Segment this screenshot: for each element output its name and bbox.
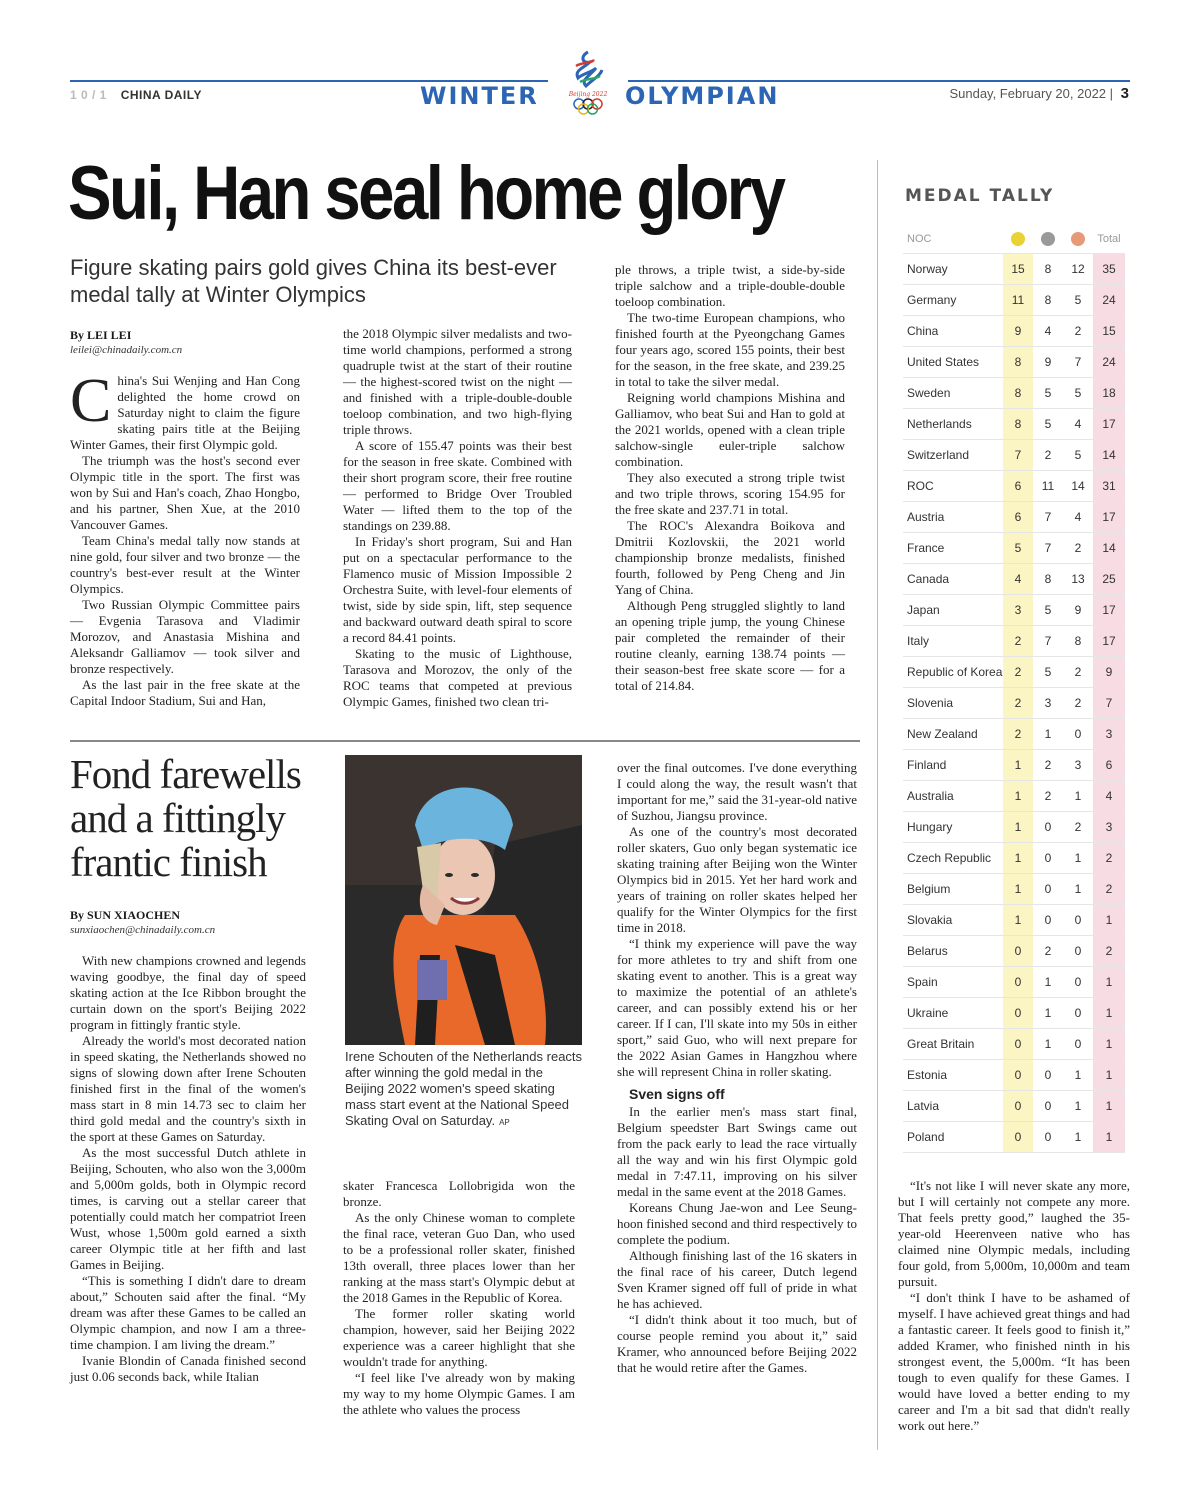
story2-column-2 bbox=[343, 1178, 575, 1418]
total-count: 2 bbox=[1093, 874, 1125, 904]
country-name: Sweden bbox=[907, 386, 951, 400]
total-count: 3 bbox=[1093, 812, 1125, 842]
bronze-count: 3 bbox=[1063, 750, 1093, 780]
gold-count: 0 bbox=[1003, 936, 1033, 966]
gold-count: 2 bbox=[1003, 626, 1033, 656]
country-name: Switzerland bbox=[907, 448, 970, 462]
total-count: 25 bbox=[1093, 564, 1125, 594]
country-name: Italy bbox=[907, 634, 930, 648]
bronze-count: 1 bbox=[1063, 1060, 1093, 1090]
medal-tally-row bbox=[903, 1060, 1125, 1091]
story1-column-1 bbox=[70, 367, 300, 709]
silver-count: 5 bbox=[1033, 409, 1063, 439]
gold-count: 2 bbox=[1003, 657, 1033, 687]
silver-count: 0 bbox=[1033, 1060, 1063, 1090]
medal-tally-row bbox=[903, 285, 1125, 316]
medal-tally-row bbox=[903, 1091, 1125, 1122]
medal-tally-row bbox=[903, 719, 1125, 750]
total-count: 18 bbox=[1093, 378, 1125, 408]
total-count: 17 bbox=[1093, 595, 1125, 625]
country-name: ROC bbox=[907, 479, 934, 493]
bronze-medal-icon bbox=[1063, 224, 1093, 253]
total-count: 17 bbox=[1093, 409, 1125, 439]
country-name: Hungary bbox=[907, 820, 953, 834]
silver-count: 0 bbox=[1033, 1122, 1063, 1152]
silver-count: 0 bbox=[1033, 1091, 1063, 1121]
country-name: Poland bbox=[907, 1130, 945, 1144]
gold-count: 1 bbox=[1003, 781, 1033, 811]
gold-count: 8 bbox=[1003, 409, 1033, 439]
total-count: 2 bbox=[1093, 936, 1125, 966]
bronze-count: 0 bbox=[1063, 905, 1093, 935]
bronze-count: 2 bbox=[1063, 533, 1093, 563]
emblem-text: Beijing 2022 bbox=[568, 91, 608, 98]
header-noc: NOC bbox=[907, 232, 932, 245]
bronze-count: 1 bbox=[1063, 1122, 1093, 1152]
medal-tally-row bbox=[903, 905, 1125, 936]
total-count: 31 bbox=[1093, 471, 1125, 501]
gold-medal-icon bbox=[1003, 224, 1033, 253]
total-count: 3 bbox=[1093, 719, 1125, 749]
total-count: 35 bbox=[1093, 254, 1125, 284]
gold-count: 1 bbox=[1003, 874, 1033, 904]
gold-count: 1 bbox=[1003, 750, 1033, 780]
sidebar-rule bbox=[877, 160, 878, 1450]
story2-col1-para-1: Already the world's most decorated nation in speed skating, the Netherlands showed no signs of slowing down after Irene Schouten finished first in the final of the women's mass start in 8 min 14.73 sec to claim her third gold medal and the country's sixth in the sport at these Games on Saturday. bbox=[70, 1033, 306, 1144]
story2-col1-para-4: Ivanie Blondin of Canada finished second just 0.06 seconds back, while Italian bbox=[70, 1353, 306, 1384]
medal-tally-row bbox=[903, 843, 1125, 874]
story1-col2-para-2: In Friday's short program, Sui and Han put on a spectacular performance to the Flamenco music of Mission Impossible 2 Orchestra Suite, with level-four elements of twist, side by side spin, lift, step sequence and backward outward death spiral to score a record 84.41 points. bbox=[343, 534, 572, 645]
medal-tally-row bbox=[903, 936, 1125, 967]
silver-count: 2 bbox=[1033, 440, 1063, 470]
medal-tally-row bbox=[903, 254, 1125, 285]
silver-count: 7 bbox=[1033, 626, 1063, 656]
bronze-count: 0 bbox=[1063, 1029, 1093, 1059]
country-name: Great Britain bbox=[907, 1037, 975, 1051]
total-count: 24 bbox=[1093, 285, 1125, 315]
total-count: 17 bbox=[1093, 502, 1125, 532]
story1-deck: Figure skating pairs gold gives China its best-ever medal tally at Winter Olympics bbox=[70, 255, 557, 307]
story1-col3-para-0: ple throws, a triple twist, a side-by-side triple salchow and a triple-double-double toeloop combination. bbox=[615, 262, 845, 309]
country-name: France bbox=[907, 541, 945, 555]
silver-count: 7 bbox=[1033, 533, 1063, 563]
gold-count: 11 bbox=[1003, 285, 1033, 315]
silver-count: 5 bbox=[1033, 378, 1063, 408]
gold-count: 15 bbox=[1003, 254, 1033, 284]
header-total: Total bbox=[1097, 232, 1121, 245]
silver-count: 0 bbox=[1033, 905, 1063, 935]
medal-tally-row bbox=[903, 998, 1125, 1029]
bronze-count: 0 bbox=[1063, 936, 1093, 966]
story1-col2-para-0: the 2018 Olympic silver medalists and two-time world champions, performed a strong quadruple twist at the start of their routine — the highest-scored twist on the night — and finished with a triple-double-double toeloop combination, and two high-flying triple throws. bbox=[343, 326, 572, 437]
story2-col3-para-0: over the final outcomes. I've done everything I could along the way, the result wasn't that important for me,” said the 31-year-old native of Suzhou, Jiangsu province. bbox=[617, 760, 857, 823]
medal-tally-table bbox=[903, 224, 1125, 1153]
country-name: Slovenia bbox=[907, 696, 954, 710]
gold-count: 8 bbox=[1003, 347, 1033, 377]
total-count: 7 bbox=[1093, 688, 1125, 718]
story2-email: sunxiaochen@chinadaily.com.cn bbox=[70, 924, 216, 936]
medal-tally-row bbox=[903, 1122, 1125, 1153]
bronze-count: 4 bbox=[1063, 409, 1093, 439]
silver-count: 9 bbox=[1033, 347, 1063, 377]
gold-count: 0 bbox=[1003, 998, 1033, 1028]
gold-count: 1 bbox=[1003, 905, 1033, 935]
total-count: 14 bbox=[1093, 533, 1125, 563]
medal-tally-row bbox=[903, 502, 1125, 533]
story2-col2-para-1: As the only Chinese woman to complete the final race, veteran Guo Dan, who used to be a professional roller skater, finished 13th overall, three places lower than her ranking at the mass start's Olympic debut at the 2018 Games in the Republic of Korea. bbox=[343, 1210, 575, 1305]
medal-tally-row bbox=[903, 440, 1125, 471]
bronze-count: 1 bbox=[1063, 1091, 1093, 1121]
story2-col2-para-2: The former roller skating world champion, however, said her Beijing 2022 experience was a career highlight that she wouldn't trade for anything. bbox=[343, 1306, 575, 1369]
bronze-count: 2 bbox=[1063, 688, 1093, 718]
story2-col2-para-0: skater Francesca Lollobrigida won the bronze. bbox=[343, 1178, 575, 1209]
bronze-count: 2 bbox=[1063, 316, 1093, 346]
masthead-paper bbox=[70, 88, 202, 102]
story1-col1-para-1: The triumph was the host's second ever Olympic title in the sport. The first was won by Sui and Han's coach, Zhao Hongbo, and his partner, Shen Xue, at the 2010 Vancouver Games. bbox=[70, 453, 300, 532]
country-name: Belgium bbox=[907, 882, 951, 896]
silver-count: 2 bbox=[1033, 936, 1063, 966]
total-count: 1 bbox=[1093, 1029, 1125, 1059]
bronze-count: 1 bbox=[1063, 843, 1093, 873]
country-name: Slovakia bbox=[907, 913, 953, 927]
gold-count: 0 bbox=[1003, 1060, 1033, 1090]
gold-count: 0 bbox=[1003, 1029, 1033, 1059]
dropcap: C bbox=[70, 367, 112, 435]
bronze-count: 12 bbox=[1063, 254, 1093, 284]
country-name: Japan bbox=[907, 603, 940, 617]
medal-tally-row bbox=[903, 471, 1125, 502]
silver-count: 2 bbox=[1033, 750, 1063, 780]
silver-count: 1 bbox=[1033, 1029, 1063, 1059]
total-count: 17 bbox=[1093, 626, 1125, 656]
photo-caption bbox=[345, 1049, 585, 1131]
total-count: 4 bbox=[1093, 781, 1125, 811]
country-name: Netherlands bbox=[907, 417, 972, 431]
bronze-count: 2 bbox=[1063, 657, 1093, 687]
medal-tally-row bbox=[903, 626, 1125, 657]
story2-col1-para-0: With new champions crowned and legends waving goodbye, the final day of speed skating action at the Ice Ribbon brought the curtain down on the sport's Beijing 2022 program in fittingly frantic style. bbox=[70, 953, 306, 1032]
bronze-count: 0 bbox=[1063, 998, 1093, 1028]
gold-count: 2 bbox=[1003, 688, 1033, 718]
bronze-count: 8 bbox=[1063, 626, 1093, 656]
caption-credit: AP bbox=[499, 1118, 510, 1127]
story2-col2-para-3: “I feel like I've already won by making my way to my home Olympic Games. I am the athlete who values the process bbox=[343, 1370, 575, 1417]
story1-col2-para-3: Skating to the music of Lighthouse, Tarasova and Morozov, the only of the ROC teams that competed at previous Olympic Games, finished two clean tri- bbox=[343, 646, 572, 709]
bronze-count: 5 bbox=[1063, 285, 1093, 315]
story1-col1-para-4: As the last pair in the free skate at the Capital Indoor Stadium, Sui and Han, bbox=[70, 677, 300, 708]
gold-count: 2 bbox=[1003, 719, 1033, 749]
silver-count: 2 bbox=[1033, 781, 1063, 811]
bronze-count: 7 bbox=[1063, 347, 1093, 377]
gold-count: 1 bbox=[1003, 812, 1033, 842]
story2-column-4 bbox=[898, 1178, 1130, 1434]
total-count: 1 bbox=[1093, 905, 1125, 935]
country-name: Belarus bbox=[907, 944, 948, 958]
story1-byline: By LEI LEI bbox=[70, 328, 132, 342]
country-name: Czech Republic bbox=[907, 851, 992, 865]
silver-count: 4 bbox=[1033, 316, 1063, 346]
country-name: Finland bbox=[907, 758, 947, 772]
story2-col3-para-3: In the earlier men's mass start final, Belgium speedster Bart Swings came out from the pack early to lead the race virtually all the way and win his first Olympic gold medal in 7:47.11, improving on his silver medal in the same event at the 2018 Games. bbox=[617, 1104, 857, 1199]
total-count: 1 bbox=[1093, 1122, 1125, 1152]
silver-count: 8 bbox=[1033, 254, 1063, 284]
silver-count: 0 bbox=[1033, 874, 1063, 904]
silver-count: 8 bbox=[1033, 564, 1063, 594]
total-count: 1 bbox=[1093, 998, 1125, 1028]
medal-tally-row bbox=[903, 750, 1125, 781]
story2-col4-para-0: “It's not like I will never skate any more, but I will certainly not compete any more. That feels pretty good,” laughed the 35-year-old Heerenveen native who has claimed nine Olympic medals, including four gold, from 5,000m, 10,000m and team pursuit. bbox=[898, 1178, 1130, 1289]
silver-count: 11 bbox=[1033, 471, 1063, 501]
story2-col1-para-3: “This is something I didn't dare to dream about,” Schouten said after the final. “My dream was after these Games to be called an Olympic champion, and now I am a three-time champion. I am living the dream.” bbox=[70, 1273, 306, 1352]
medal-tally-title: MEDAL TALLY bbox=[905, 186, 1055, 206]
silver-count: 7 bbox=[1033, 502, 1063, 532]
bronze-count: 9 bbox=[1063, 595, 1093, 625]
silver-count: 3 bbox=[1033, 688, 1063, 718]
story2-col3-para-1: As one of the country's most decorated roller skaters, Guo only began systematic ice skating training after Beijing won the Winter Olympics bid in 2015. Yet her hard work and years of training on roller skates helped her qualify for the Winter Olympics for the first time in 2018. bbox=[617, 824, 857, 935]
story1-col1-para-2: Team China's medal tally now stands at nine gold, four silver and two bronze — the country's best-ever result at the Winter Olympics. bbox=[70, 533, 300, 596]
story1-column-3 bbox=[615, 262, 845, 694]
medal-tally-row bbox=[903, 874, 1125, 905]
section-title-left: WINTER bbox=[420, 82, 539, 110]
medal-tally-row bbox=[903, 1029, 1125, 1060]
gold-count: 4 bbox=[1003, 564, 1033, 594]
story1-col3-para-1: The two-time European champions, who finished fourth at the Pyeongchang Games four years ago, scored 155 points, their best for the season, in the free skate, and 239.25 in total to take the silver medal. bbox=[615, 310, 845, 389]
subhead-sven-signs-off: Sven signs off bbox=[629, 1086, 725, 1102]
silver-count: 1 bbox=[1033, 998, 1063, 1028]
bronze-count: 1 bbox=[1063, 781, 1093, 811]
country-name: New Zealand bbox=[907, 727, 978, 741]
country-name: Republic of Korea bbox=[907, 665, 1003, 679]
silver-count: 8 bbox=[1033, 285, 1063, 315]
total-count: 24 bbox=[1093, 347, 1125, 377]
medal-tally-row bbox=[903, 688, 1125, 719]
silver-count: 1 bbox=[1033, 719, 1063, 749]
country-name: United States bbox=[907, 355, 980, 369]
story2-col3-para-2: “I think my experience will pave the way for more athletes to try and shift from one skating event to another. This is a great way to maximize the potential of an athlete's career, and can possibly extend his or her career. If I can, I'll skate into my 50s in either sport,” said Guo, who will next prepare for the 2022 Asian Games in Hangzhou where she will represent China in roller skating. bbox=[617, 936, 857, 1079]
gold-count: 6 bbox=[1003, 471, 1033, 501]
gold-count: 6 bbox=[1003, 502, 1033, 532]
story2-col1-para-2: As the most successful Dutch athlete in Beijing, Schouten, who also won the 3,000m and 5,000m golds, both in Olympic record times, is carving out a stellar career that potentially could match her compatriot Ireen Wust, whose 1,500m gold earned a sixth career Olympic title at her fifth and last Games in Beijing. bbox=[70, 1145, 306, 1272]
page-code: 1 0 / 1 bbox=[70, 88, 107, 102]
silver-count: 0 bbox=[1033, 843, 1063, 873]
gold-count: 5 bbox=[1003, 533, 1033, 563]
bronze-count: 2 bbox=[1063, 812, 1093, 842]
country-name: China bbox=[907, 324, 939, 338]
medal-tally-rows bbox=[903, 254, 1125, 1153]
medal-tally-row bbox=[903, 378, 1125, 409]
story1-col3-para-5: Although Peng struggled slightly to land an opening triple jump, the young Chinese pair completed the remainder of their routine cleanly, earning 138.74 points — their season-best free skate score — for a total of 214.84. bbox=[615, 598, 845, 693]
story1-col1-para-3: Two Russian Olympic Committee pairs — Evgenia Tarasova and Vladimir Morozov, and Anastasia Mishina and Aleksandr Galliamov — took silver and bronze respectively. bbox=[70, 597, 300, 676]
schouten-photo bbox=[345, 755, 582, 1045]
bronze-count: 5 bbox=[1063, 440, 1093, 470]
country-name: Canada bbox=[907, 572, 950, 586]
story1-col3-para-4: The ROC's Alexandra Boikova and Dmitrii Kozlovskii, the 2021 world championship bronze medalists, finished fourth, followed by Peng Cheng and Jin Yang of China. bbox=[615, 518, 845, 597]
story2-column-3 bbox=[617, 760, 857, 1376]
paper-name: CHINA DAILY bbox=[120, 88, 202, 102]
bronze-count: 0 bbox=[1063, 719, 1093, 749]
country-name: Austria bbox=[907, 510, 945, 524]
total-count: 1 bbox=[1093, 1091, 1125, 1121]
bronze-count: 1 bbox=[1063, 874, 1093, 904]
medal-tally-header bbox=[903, 224, 1125, 254]
page-number: 3 bbox=[1120, 85, 1129, 102]
total-count: 1 bbox=[1093, 967, 1125, 997]
silver-count: 5 bbox=[1033, 657, 1063, 687]
beijing-2022-emblem-icon bbox=[560, 48, 616, 118]
gold-count: 7 bbox=[1003, 440, 1033, 470]
total-count: 1 bbox=[1093, 1060, 1125, 1090]
story2-byline: By SUN XIAOCHEN bbox=[70, 908, 181, 922]
medal-tally-row bbox=[903, 409, 1125, 440]
medal-tally-row bbox=[903, 967, 1125, 998]
medal-tally-row bbox=[903, 812, 1125, 843]
gold-count: 1 bbox=[1003, 843, 1033, 873]
medal-tally-row bbox=[903, 595, 1125, 626]
story1-column-2 bbox=[343, 326, 572, 710]
silver-count: 1 bbox=[1033, 967, 1063, 997]
country-name: Australia bbox=[907, 789, 954, 803]
bronze-count: 5 bbox=[1063, 378, 1093, 408]
medal-tally-row bbox=[903, 533, 1125, 564]
gold-count: 0 bbox=[1003, 967, 1033, 997]
gold-count: 8 bbox=[1003, 378, 1033, 408]
medal-tally-row bbox=[903, 347, 1125, 378]
bronze-count: 0 bbox=[1063, 967, 1093, 997]
country-name: Norway bbox=[907, 262, 948, 276]
story1-headline: Sui, Han seal home glory bbox=[68, 151, 784, 236]
story1-col2-para-1: A score of 155.47 points was their best for the season in free skate. Combined with their short program score, their free routine — performed to Bridge Over Troubled Water — lifted them to the top of the standings on 239.88. bbox=[343, 438, 572, 533]
gold-count: 3 bbox=[1003, 595, 1033, 625]
story1-email: leilei@chinadaily.com.cn bbox=[70, 344, 183, 356]
story2-column-1 bbox=[70, 953, 306, 1385]
medal-tally-row bbox=[903, 781, 1125, 812]
masthead-date: Sunday, February 20, 2022 | 3 bbox=[949, 85, 1129, 102]
total-count: 6 bbox=[1093, 750, 1125, 780]
medal-tally-row bbox=[903, 316, 1125, 347]
medal-tally-row bbox=[903, 564, 1125, 595]
country-name: Ukraine bbox=[907, 1006, 949, 1020]
silver-medal-icon bbox=[1033, 224, 1063, 253]
country-name: Spain bbox=[907, 975, 938, 989]
total-count: 9 bbox=[1093, 657, 1125, 687]
country-name: Estonia bbox=[907, 1068, 948, 1082]
story1-col3-para-2: Reigning world champions Mishina and Galliamov, who beat Sui and Han to gold at the 2021 worlds, opened with a clean triple salchow-single euler-triple salchow combination. bbox=[615, 390, 845, 469]
gold-count: 0 bbox=[1003, 1122, 1033, 1152]
total-count: 2 bbox=[1093, 843, 1125, 873]
story2-col3-para-6: “I didn't think about it too much, but of course people remind you about it,” said Kramer, who announced before Beijing 2022 that he would retire after the Games. bbox=[617, 1312, 857, 1375]
story2-col4-para-1: “I don't think I have to be ashamed of myself. I have achieved great things and had a fantastic career. It feels good to finish it,” added Kramer, who finished ninth in his strongest event, the 5,000m. “It has been tough to even qualify for these Games. I would have loved a better ending to my career and I'm a bit sad that didn't really work out here.” bbox=[898, 1290, 1130, 1433]
story2-headline: Fond farewells and a fittingly frantic finish bbox=[70, 751, 301, 885]
gold-count: 0 bbox=[1003, 1091, 1033, 1121]
issue-date: Sunday, February 20, 2022 bbox=[949, 86, 1107, 101]
country-name: Latvia bbox=[907, 1099, 940, 1113]
silver-count: 0 bbox=[1033, 812, 1063, 842]
total-count: 15 bbox=[1093, 316, 1125, 346]
medal-tally-row bbox=[903, 657, 1125, 688]
story2-col3-para-5: Although finishing last of the 16 skaters in the final race of his career, Dutch legend Sven Kramer signed off full of pride in what he has achieved. bbox=[617, 1248, 857, 1311]
total-count: 14 bbox=[1093, 440, 1125, 470]
story1-col3-para-3: They also executed a strong triple twist and two triple throws, scoring 154.95 for the free skate and 237.71 in total. bbox=[615, 470, 845, 517]
country-name: Germany bbox=[907, 293, 957, 307]
bronze-count: 4 bbox=[1063, 502, 1093, 532]
bronze-count: 13 bbox=[1063, 564, 1093, 594]
gold-count: 9 bbox=[1003, 316, 1033, 346]
caption-text: Irene Schouten of the Netherlands reacts after winning the gold medal in the Beijing 2022 women's speed skating mass start event at the National Speed Skating Oval on Saturday. bbox=[345, 1049, 583, 1128]
story2-col3-para-4: Koreans Chung Jae-won and Lee Seung-hoon finished second and third respectively to complete the podium. bbox=[617, 1200, 857, 1247]
story-separator bbox=[70, 740, 860, 742]
bronze-count: 14 bbox=[1063, 471, 1093, 501]
silver-count: 5 bbox=[1033, 595, 1063, 625]
section-title-right: OLYMPIAN bbox=[625, 82, 780, 110]
story1-col1-para-0: China's Sui Wenjing and Han Cong delighted the home crowd on Saturday night to claim the figure skating pairs title at the Beijing Winter Games, their first Olympic gold. bbox=[70, 367, 300, 452]
